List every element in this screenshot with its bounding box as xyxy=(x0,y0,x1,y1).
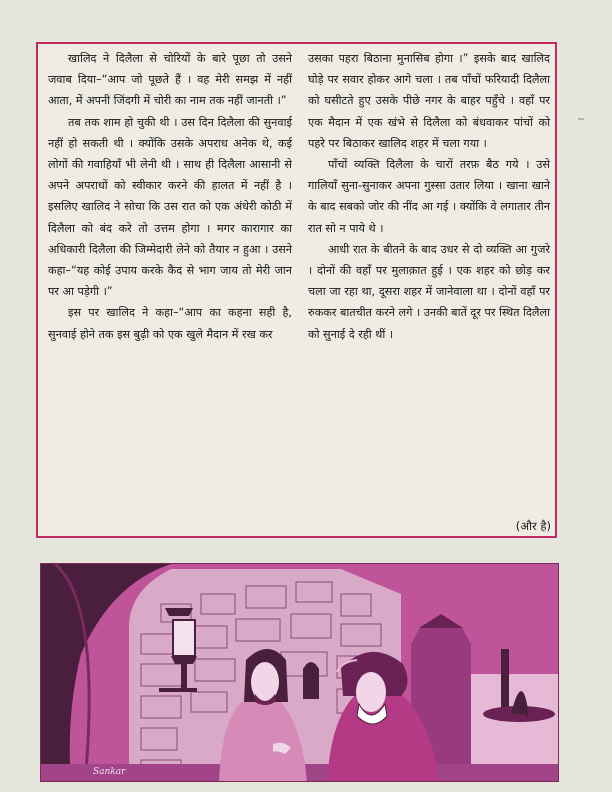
story-text-frame xyxy=(36,42,557,538)
story-paragraph: उसका पहरा बिठाना मुनासिब होगा ।” इसके बाद खालिद घोड़े पर सवार होकर आगे चला । तब पाँचों फरियादी दिलैला को घसीटते हुए उसके पीछे नगर के बाहर पहुँचे । वहाँ पर एक मैदान में एक खंभे से दिलैला को बंधवाकर पांचों को पहरे पर बिठाकर खालिद शहर में चला गया । xyxy=(308,52,550,150)
artist-signature: Sankar xyxy=(93,767,126,777)
page-speck xyxy=(578,118,584,120)
wall-window xyxy=(303,662,319,699)
continued-label: (और है) xyxy=(515,519,551,533)
story-paragraph: इस पर खालिद ने कहा–“आप का कहना सही है, सुनवाई होने तक इस बुढ़ी को एक खुले मैदान में रख कर xyxy=(48,306,292,341)
story-illustration xyxy=(40,563,559,782)
story-paragraph: तब तक शाम हो चुकी थी । उस दिन दिलैला की सुनवाई नहीं हो सकती थी । क्योंकि उसके अपराध अनेक थे, कई लोगों की गवाहियाँ भी लेनी थी । साथ ही दिलैला आसानी से अपने अपराधों को स्वीकार करने की हालत में नहीं है । इसलिए खालिद ने सोचा कि उस रात को एक अंधेरी कोठी में दिलैला को बंद करे तो उत्तम होगा । मगर कारागार का अधिकारी दिलैला की जिम्मेदारी लेने को तैयार न हुआ । उसने कहा–“यह कोई उपाय करके कैद से भाग जाय तो मेरी जान पर आ पड़ेगी ।” xyxy=(48,115,292,299)
story-paragraph: खालिद ने दिलैला से चोरियों के बारे पूछा तो उसने जवाब दिया–“आप जो पूछते हैं । वह मेरी समझ में नहीं आता, में अपनी जिंदगी में चोरी का नाम तक नहीं जानती ।” xyxy=(48,52,292,108)
story-column-left xyxy=(48,48,292,345)
story-paragraph: आधी रात के बीतने के बाद उधर से दो व्यक्ति आ गुजरे । दोनों की वहाँ पर मुलाक़ात हुई । एक शहर को छोड़ कर चला जा रहा था, दूसरा शहर में जानेवाला था । दोनों वहाँ पर रुककर बातचीत करने लगे । उनकी बातें दूर पर स्थित दिलैला को सुनाई दे रही थीं । xyxy=(308,242,550,341)
story-paragraph: पाँचों व्यक्ति दिलैला के चारों तरफ़ बैठ गये । उसे गालियाँ सुना-सुनाकर अपना गुस्सा उतार लिया । खाना खाने के बाद सबको जोर की नींद आ गई । क्योंकि वे लगातार तीन रात सो न पाये थे । xyxy=(308,158,550,235)
illustration-svg xyxy=(41,564,559,782)
pillar xyxy=(501,649,509,709)
story-column-right xyxy=(308,48,550,345)
